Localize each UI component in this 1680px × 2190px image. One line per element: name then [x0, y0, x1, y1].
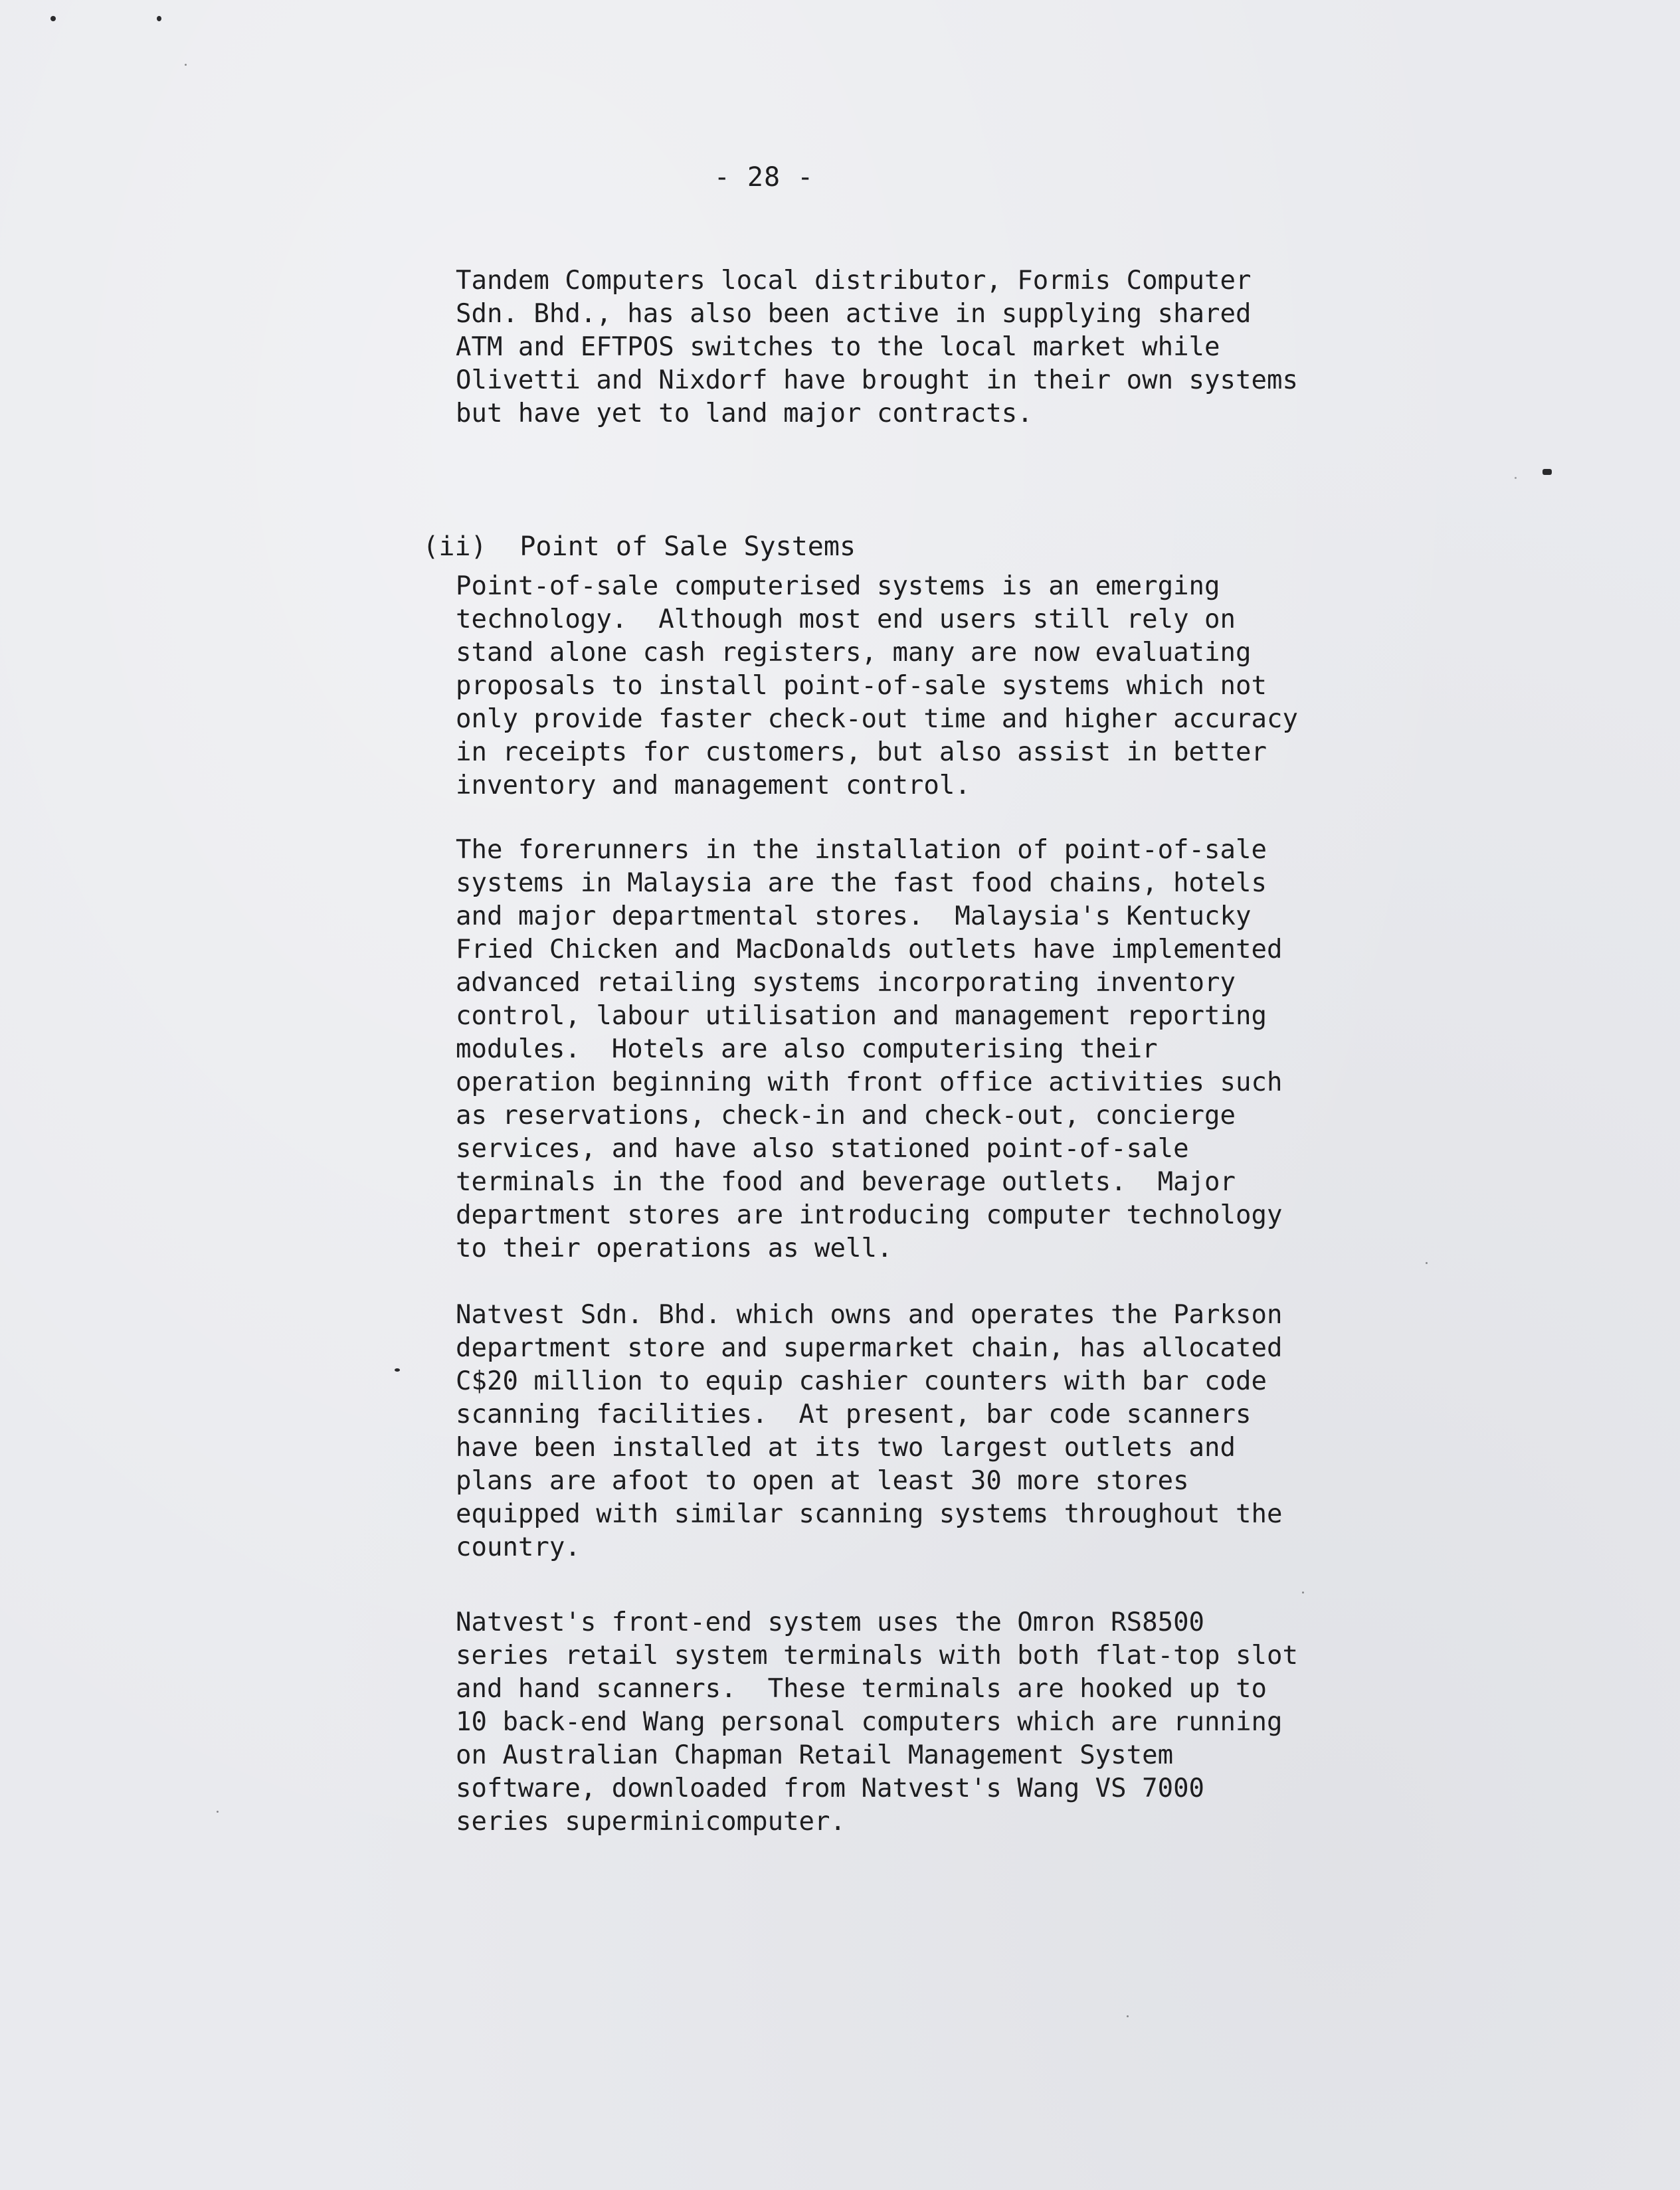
paragraph-pos-emerging: Point-of-sale computerised systems is an emerging technology. Although most end users still rely on stand alone cash registers, many are now evaluating proposals to install point-of-sale systems which not only provide faster check-out time and higher accuracy in receipts for customers, but also assist in better inventory and management control. [456, 571, 1298, 800]
dust-speck [185, 64, 187, 66]
dust-speck [1515, 477, 1517, 479]
dust-speck [395, 1368, 400, 1372]
paragraph-natvest-parkson: Natvest Sdn. Bhd. which owns and operates the Parkson department store and supermarket chain, has allocated C$20 million to equip cashier counters with bar code scanning facilities. At present, bar code scanners have been installed at its two largest outlets and plans are afoot to open at least 30 more stores equipped with similar scanning systems throughout the country. [456, 1300, 1283, 1562]
section-heading-title: Point of Sale Systems [519, 531, 856, 562]
dust-speck [1542, 469, 1552, 475]
page-number: - 28 - [713, 162, 814, 193]
paragraph-natvest-front-end: Natvest's front-end system uses the Omron RS8500 series retail system terminals with both flat-top slot and hand scanners. These terminals are hooked up to 10 back-end Wang personal computers which are running on Australian Chapman Retail Management System software, downloaded from Natvest's Wang VS 7000 series superminicomputer. [456, 1607, 1298, 1837]
paragraph-forerunners: The forerunners in the installation of point-of-sale systems in Malaysia are the fast food chains, hotels and major departmental stores. Malaysia's Kentucky Fried Chicken and MacDonalds outlets have implemented advanced retailing systems incorporating inventory control, labour utilisation and management reporting modules. Hotels are also computerising their operation beginning with front office activities such as reservations, check-in and check-out, concierge services, and have also stationed point-of-sale terminals in the food and beverage outlets. Major department stores are introducing computer technology to their operations as well. [456, 835, 1283, 1263]
section-heading-marker: (ii) [422, 531, 487, 562]
dust-speck [217, 1811, 219, 1813]
dust-speck [50, 16, 56, 21]
dust-speck [157, 16, 161, 21]
paragraph-tandem-distributor: Tandem Computers local distributor, Formis Computer Sdn. Bhd., has also been active in supplying shared ATM and EFTPOS switches to the local market while Olivetti and Nixdorf have brought in their own systems but have yet to land major contracts. [456, 266, 1298, 428]
dust-speck [1426, 1262, 1428, 1264]
dust-speck [1302, 1592, 1304, 1594]
dust-speck [1127, 2015, 1129, 2017]
